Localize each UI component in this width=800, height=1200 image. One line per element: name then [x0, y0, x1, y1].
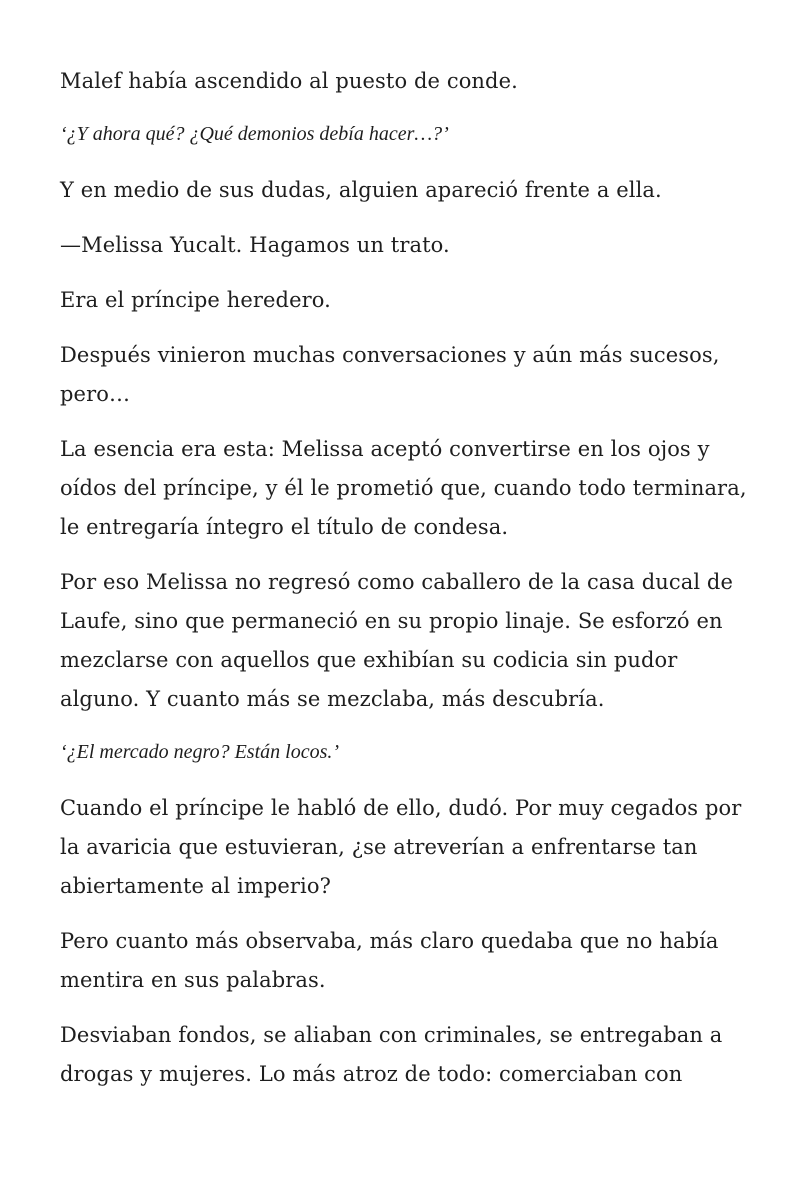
dialogue-line: —Melissa Yucalt. Hagamos un trato. [60, 233, 450, 257]
paragraph: Después vinieron muchas conversaciones y aún más sucesos, pero… [60, 343, 720, 406]
document-page [60, 62, 750, 1110]
paragraph: Y en medio de sus dudas, alguien apareció frente a ella. [60, 178, 662, 202]
paragraph: Cuando el príncipe le habló de ello, dudó. Por muy cegados por la avaricia que estuvieran, ¿se atreverían a enfrentarse tan abiertamente al imperio? [60, 796, 742, 898]
inner-thought: ‘¿El mercado negro? Están locos.’ [60, 741, 340, 763]
paragraph: La esencia era esta: Melissa aceptó convertirse en los ojos y oídos del príncipe, y él le prometió que, cuando todo terminara, le entregaría íntegro el título de condesa. [60, 437, 747, 539]
paragraph: Por eso Melissa no regresó como caballero de la casa ducal de Laufe, sino que permaneció en su propio linaje. Se esforzó en mezclarse con aquellos que exhibían su codicia sin pudor alguno. Y cuanto más se mezclaba, más descubría. [60, 570, 734, 711]
paragraph: Desviaban fondos, se aliaban con criminales, se entregaban a drogas y mujeres. Lo más atroz de todo: comerciaban con [60, 1023, 723, 1086]
inner-thought: ‘¿Y ahora qué? ¿Qué demonios debía hacer…?’ [60, 123, 449, 145]
paragraph: Pero cuanto más observaba, más claro quedaba que no había mentira en sus palabras. [60, 929, 719, 992]
paragraph: Era el príncipe heredero. [60, 288, 331, 312]
paragraph: Malef había ascendido al puesto de conde. [60, 69, 518, 93]
